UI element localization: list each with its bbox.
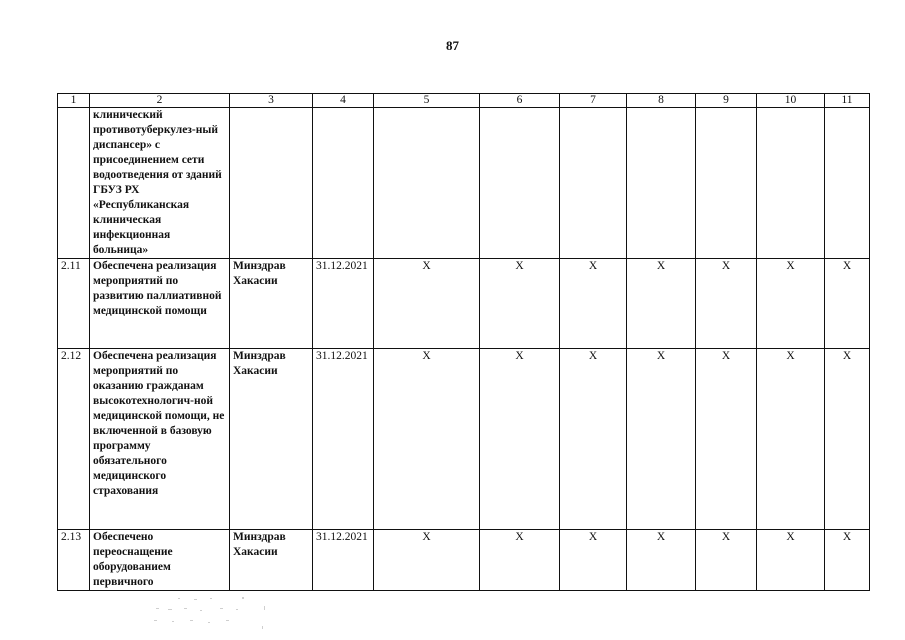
mark-cell: X [825,259,870,349]
scan-noise-dots [150,596,280,636]
activity-name-cell: клинический противотуберкулез-ный диспансер» с присоединением сети водоотведения от зданий ГБУЗ РХ «Республиканская клиническая инфекционная больница» [90,108,230,259]
column-header: 8 [627,94,696,108]
executor-cell: Минздрав Хакасии [230,349,313,530]
deadline-cell: 31.12.2021 [313,530,374,591]
column-header: 6 [480,94,560,108]
column-header: 11 [825,94,870,108]
mark-cell: X [696,530,757,591]
mark-cell: X [374,259,480,349]
mark-cell: X [627,530,696,591]
table-row [58,259,870,349]
activity-name-cell: Обеспечена реализация мероприятий по развитию паллиативной медицинской помощи [90,259,230,349]
mark-cell: X [757,349,825,530]
mark-cell: X [480,259,560,349]
activity-name-cell: Обеспечено переоснащение оборудованием первичного [90,530,230,591]
column-header: 4 [313,94,374,108]
table-header-row [58,94,870,108]
deadline-cell [313,108,374,259]
mark-cell [696,108,757,259]
mark-cell: X [757,530,825,591]
scan-noise [150,596,280,636]
row-number-cell [58,108,90,259]
mark-cell [560,108,627,259]
column-header: 3 [230,94,313,108]
table-row [58,108,870,259]
column-header: 10 [757,94,825,108]
mark-cell [374,108,480,259]
mark-cell: X [480,349,560,530]
deadline-cell: 31.12.2021 [313,349,374,530]
activity-name-cell: Обеспечена реализация мероприятий по оказанию гражданам высокотехнологич-ной медицинской помощи, не включенной в базовую программу обязательного медицинского страхования [90,349,230,530]
mark-cell: X [374,349,480,530]
mark-cell: X [627,259,696,349]
mark-cell [825,108,870,259]
row-number-cell: 2.11 [58,259,90,349]
table-row [58,349,870,530]
mark-cell: X [825,530,870,591]
mark-cell: X [560,259,627,349]
mark-cell: X [627,349,696,530]
mark-cell: X [374,530,480,591]
table-row [58,530,870,591]
mark-cell: X [696,259,757,349]
plan-table [57,93,870,591]
mark-cell: X [560,530,627,591]
column-header: 2 [90,94,230,108]
executor-cell: Минздрав Хакасии [230,259,313,349]
mark-cell [757,108,825,259]
mark-cell [480,108,560,259]
page-number: 87 [446,38,459,53]
mark-cell: X [825,349,870,530]
mark-cell: X [696,349,757,530]
column-header: 7 [560,94,627,108]
row-number-cell: 2.13 [58,530,90,591]
mark-cell [627,108,696,259]
deadline-cell: 31.12.2021 [313,259,374,349]
column-header: 9 [696,94,757,108]
executor-cell [230,108,313,259]
column-header: 1 [58,94,90,108]
mark-cell: X [480,530,560,591]
row-number-cell: 2.12 [58,349,90,530]
column-header: 5 [374,94,480,108]
mark-cell: X [757,259,825,349]
executor-cell: Минздрав Хакасии [230,530,313,591]
mark-cell: X [560,349,627,530]
